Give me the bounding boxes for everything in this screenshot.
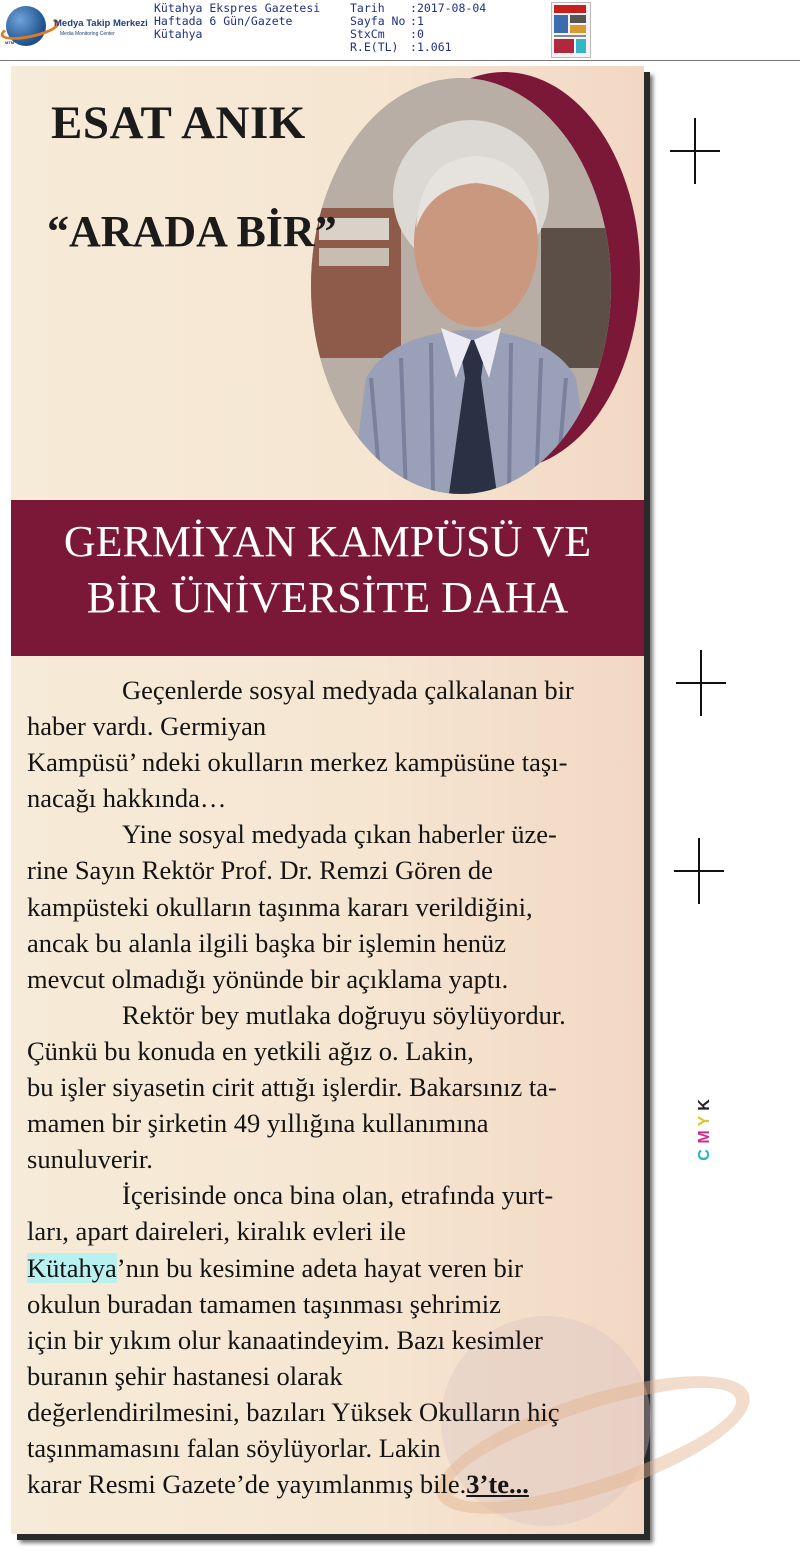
- cmyk-y: Y: [696, 1115, 713, 1127]
- medya-takip-logo: [2, 4, 152, 48]
- body-line: okulun buradan tamamen taşınması şehrimiz: [27, 1288, 501, 1319]
- article-body: [27, 672, 627, 1502]
- continued-on-page-link[interactable]: 3’te...: [466, 1469, 529, 1500]
- body-line: rine Sayın Rektör Prof. Dr. Remzi Gören de: [27, 855, 493, 886]
- body-line: bu işler siyasetin cirit attığı işlerdir. Bakarsınız ta-: [27, 1072, 557, 1103]
- body-line-text: karar Resmi Gazete’de yayımlanmış bile.: [27, 1469, 467, 1500]
- body-line: Çünkü bu konuda en yetkili ağız o. Lakin,: [27, 1035, 474, 1066]
- body-line: Rektör bey mutlaka doğruyu söylüyordur.: [122, 999, 566, 1030]
- newspaper-page-thumbnail[interactable]: [551, 2, 591, 58]
- body-line: için bir yıkım olur kanaatindeyim. Bazı kesimler: [27, 1324, 543, 1355]
- date-value: 2017-08-04: [416, 1, 487, 15]
- field-labels: [350, 2, 405, 54]
- page-label: Sayfa No: [350, 14, 406, 28]
- body-line-rest: ’nın bu kesimine adeta hayat veren bir: [116, 1252, 523, 1283]
- highlighted-keyword[interactable]: Kütahya: [27, 1252, 117, 1283]
- body-line: buranın şehir hastanesi olarak: [27, 1360, 343, 1391]
- body-line: değerlendirilmesini, bazıları Yüksek Okulların hiç: [27, 1396, 560, 1427]
- body-line: kampüsteki okulların taşınma kararı verildiğini,: [27, 891, 533, 922]
- source-info: [154, 2, 320, 41]
- body-line: Kampüsü’ ndeki okulların merkez kampüsüne taşı-: [27, 747, 568, 778]
- re-label: R.E(TL): [350, 40, 399, 54]
- body-line: Yine sosyal medyada çıkan haberler üze-: [122, 819, 557, 850]
- body-line: mevcut olmadığı yönünde bir açıklama yaptı.: [27, 963, 509, 994]
- cmyk-k: K: [696, 1099, 713, 1111]
- date-label: Tarih: [350, 1, 385, 15]
- body-line: mamen bir şirketin 49 yıllığına kullanımına: [27, 1108, 489, 1139]
- column-title: “ARADA BİR”: [47, 207, 337, 256]
- body-line-last: [27, 1466, 627, 1502]
- logo-title: Medya Takip Merkezi: [54, 18, 148, 29]
- body-line: taşınmamasını falan söylüyorlar. Lakin: [27, 1432, 441, 1463]
- field-values: :2017-08-04 :1 :0 :1.061: [410, 1, 487, 54]
- cmyk-color-marks: [692, 1094, 718, 1164]
- cmyk-m: M: [696, 1130, 713, 1144]
- body-line: nacağı hakkında…: [27, 783, 227, 814]
- headline-line-1: GERMİYAN KAMPÜSÜ VE: [63, 517, 592, 566]
- publication-frequency: Haftada 6 Gün/Gazete: [154, 14, 293, 28]
- body-line: ları, apart daireleri, kiralık evleri ile: [27, 1216, 406, 1247]
- logo-mark: MTM: [5, 40, 15, 45]
- body-line: haber vardı. Germiyan: [27, 711, 267, 742]
- registration-mark: [670, 118, 720, 184]
- headline-banner: [11, 500, 644, 656]
- registration-mark: [674, 838, 724, 904]
- publication-name: Kütahya Ekspres Gazetesi: [154, 1, 321, 15]
- cmyk-c: C: [696, 1149, 713, 1161]
- stxcm-value: 0: [416, 27, 424, 41]
- clipping-header: [0, 0, 800, 61]
- headline-line-2: BİR ÜNİVERSİTE DAHA: [86, 573, 569, 622]
- publication-city: Kütahya: [154, 27, 203, 41]
- body-line-highlighted: [27, 1250, 627, 1286]
- stxcm-label: StxCm: [350, 27, 385, 41]
- body-line: Geçenlerde sosyal medyada çalkalanan bir: [122, 675, 574, 705]
- body-line: sunuluverir.: [27, 1144, 153, 1175]
- author-name: ESAT ANIK: [51, 97, 306, 149]
- author-photo-illustration: [311, 78, 611, 494]
- article-clipping: [11, 66, 644, 1534]
- body-line: ancak bu alanla ilgili başka bir işlemin henüz: [27, 927, 507, 958]
- re-value: 1.061: [416, 40, 452, 54]
- page-value: 1: [416, 14, 424, 28]
- logo-subtitle: Media Monitoring Center: [60, 31, 115, 37]
- registration-mark: [676, 650, 726, 716]
- author-portrait: [311, 78, 611, 494]
- body-line: İçerisinde onca bina olan, etrafında yurt-: [122, 1180, 554, 1211]
